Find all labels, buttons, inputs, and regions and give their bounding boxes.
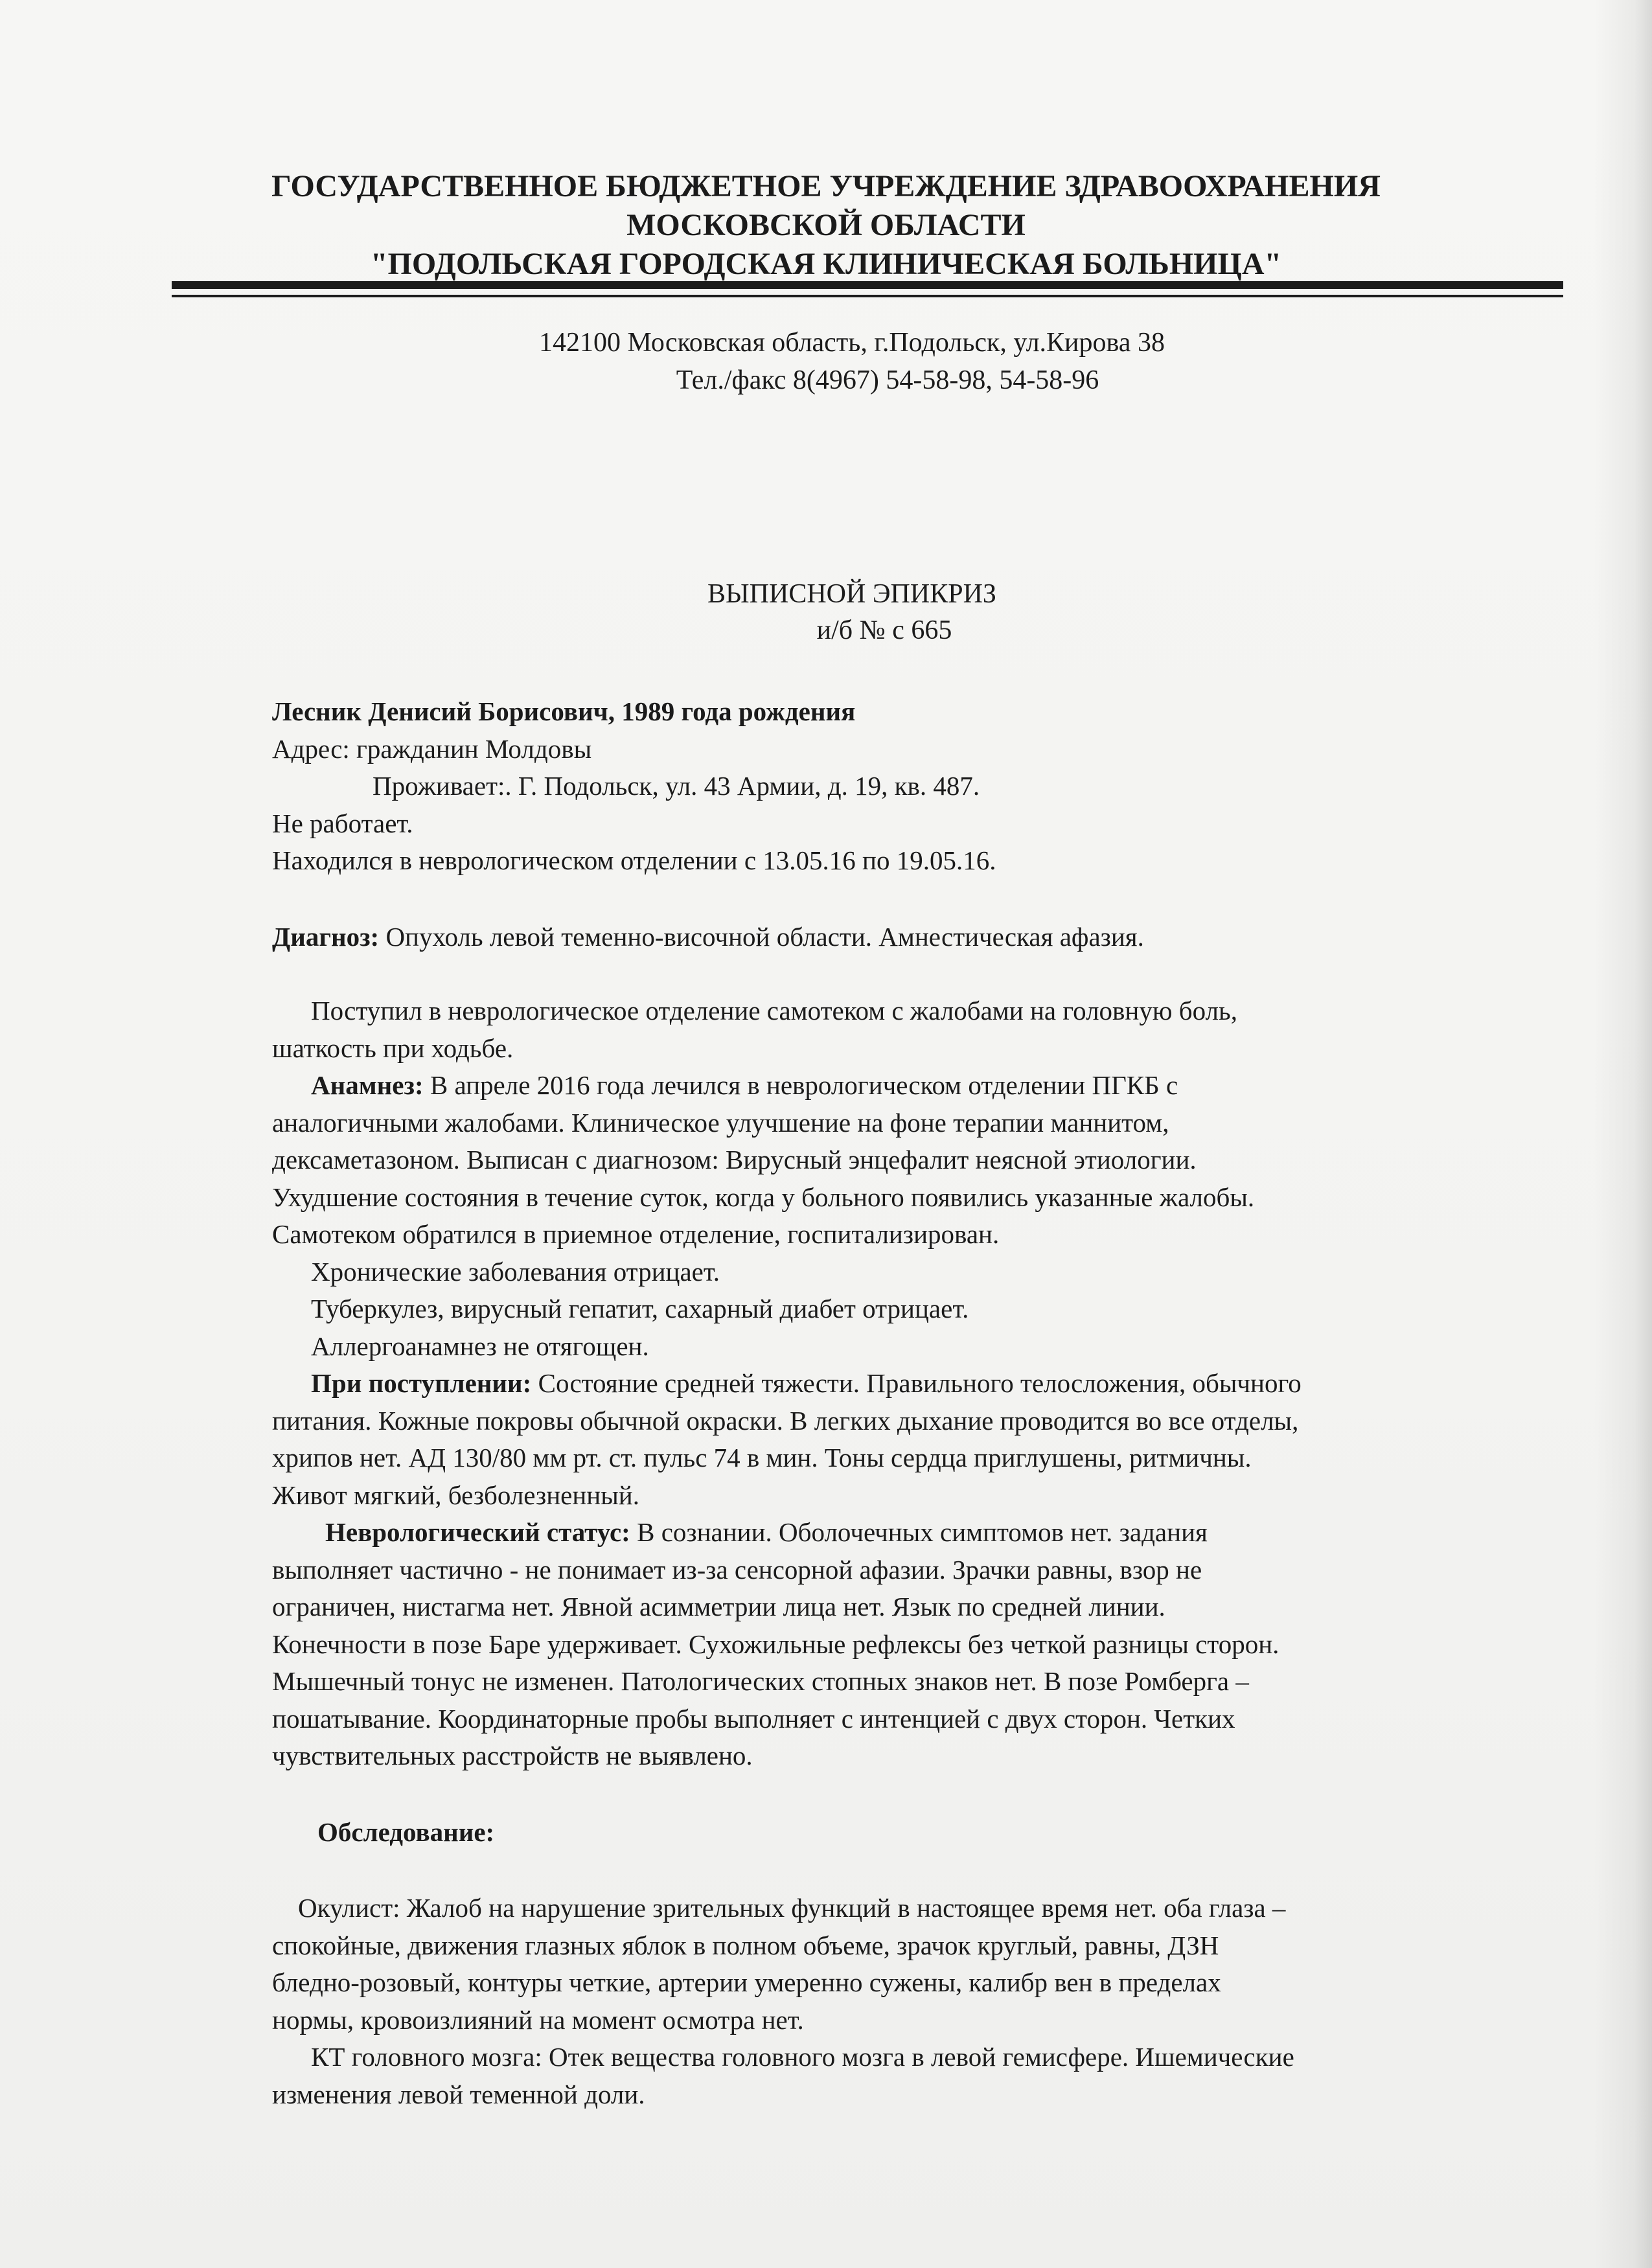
neuro-status-line-7: чувствительных расстройств не выявлено. (272, 1741, 753, 1770)
anamnesis-line-1 (272, 1067, 1542, 1105)
admission-status-line-3: хрипов нет. АД 130/80 мм рт. ст. пульс 74 в мин. Тоны сердца приглушены, ритмичны. (272, 1443, 1252, 1472)
document-body (272, 693, 1542, 2113)
anamnesis-line-2: аналогичными жалобами. Клиническое улучшение на фоне терапии маннитом, (272, 1107, 1169, 1138)
anamnesis-label: Анамнез: (311, 1070, 424, 1100)
diagnosis-label: Диагноз: (272, 921, 380, 952)
case-number: и/б № с 665 (816, 615, 952, 645)
admission-line-2: шаткость при ходьбе. (272, 1033, 514, 1063)
anamnesis-line-4: Ухудшение состояния в течение суток, когда у больного появились указанные жалобы. (272, 1182, 1255, 1212)
patient-residence: Проживает:. Г. Подольск, ул. 43 Армии, д. 19, кв. 487. (373, 771, 980, 801)
allergy-history: Аллергоанамнез не отягощен. (311, 1331, 649, 1361)
anamnesis-line-5: Самотеком обратился в приемное отделение, госпитализирован. (272, 1219, 1000, 1249)
neuro-status-line-1 (272, 1514, 1542, 1552)
institution-header (175, 167, 1477, 284)
diagnosis-text: Опухоль левой теменно-височной области. Амнестическая афазия. (379, 921, 1144, 952)
admission-status-line-1 (272, 1365, 1542, 1403)
header-line-2: МОСКОВСКОЙ ОБЛАСТИ (626, 208, 1026, 242)
admission-status-text: Состояние средней тяжести. Правильного телосложения, обычного (531, 1368, 1302, 1398)
admission-line-1: Поступил в неврологическое отделение самотеком с жалобами на головную боль, (311, 996, 1237, 1025)
phone-line: Тел./факс 8(4967) 54-58-98, 54-58-96 (676, 365, 1099, 395)
neuro-status-line-4: Конечности в позе Баре удерживает. Сухожильные рефлексы без четкой разницы сторон. (272, 1629, 1279, 1659)
patient-name: Лесник Денисий Борисович, 1989 года рождения (272, 696, 856, 726)
anamnesis-line-3: дексаметазоном. Выписан с диагнозом: Вирусный энцефалит неясной этиологии. (272, 1145, 1197, 1174)
neuro-status-label: Неврологический статус: (325, 1517, 630, 1547)
header-line-3: "ПОДОЛЬСКАЯ ГОРОДСКАЯ КЛИНИЧЕСКАЯ БОЛЬНИЦА" (370, 247, 1282, 281)
address-line: 142100 Московская область, г.Подольск, ул.Кирова 38 (539, 328, 1165, 358)
admission-status-line-4: Живот мягкий, безболезненный. (272, 1480, 639, 1510)
neuro-status-line-2: выполняет частично - не понимает из-за сенсорной афазии. Зрачки равны, взор не (272, 1554, 1202, 1585)
oculist-line-4: нормы, кровоизлияний на момент осмотра нет. (272, 2004, 804, 2035)
document-title: ВЫПИСНОЙ ЭПИКРИЗ (707, 579, 996, 609)
oculist-line-1: Окулист: Жалоб на нарушение зрительных функций в настоящее время нет. оба глаза – (298, 1893, 1286, 1923)
oculist-line-2: спокойные, движения глазных яблок в полном объеме, зрачок круглый, равны, ДЗН (272, 1930, 1219, 1960)
header-rule-thick (172, 281, 1563, 289)
diagnosis (272, 919, 1542, 956)
anamnesis-text: В апреле 2016 года лечился в неврологическом отделении ПГКБ с (423, 1070, 1178, 1100)
header-rule-thin (172, 295, 1563, 297)
neuro-status-line-3: ограничен, нистагма нет. Явной асимметрии лица нет. Язык по средней линии. (272, 1592, 1165, 1621)
neuro-status-line-5: Мышечный тонус не изменен. Патологических стопных знаков нет. В позе Ромберга – (272, 1666, 1249, 1696)
ct-line-1: КТ головного мозга: Отек вещества головного мозга в левой гемисфере. Ишемические (311, 2042, 1294, 2072)
header-line-1: ГОСУДАРСТВЕННОЕ БЮДЖЕТНОЕ УЧРЕЖДЕНИЕ ЗДРАВООХРАНЕНИЯ (271, 169, 1381, 203)
admission-status-label: При поступлении: (311, 1368, 532, 1398)
ct-line-2: изменения левой теменной доли. (272, 2079, 645, 2109)
admission-status-line-2: питания. Кожные покровы обычной окраски. В легких дыхание проводится во все отделы, (272, 1405, 1299, 1436)
patient-address: Адрес: гражданин Молдовы (272, 733, 592, 764)
examination-heading: Обследование: (317, 1816, 495, 1847)
oculist-line-3: бледно-розовый, контуры четкие, артерии умеренно сужены, калибр вен в пределах (272, 1967, 1221, 1997)
infections: Туберкулез, вирусный гепатит, сахарный диабет отрицает. (311, 1294, 969, 1323)
patient-employment: Не работает. (272, 808, 413, 838)
neuro-status-line-6: пошатывание. Координаторные пробы выполняет с интенцией с двух сторон. Четких (272, 1703, 1235, 1734)
neuro-status-text: В сознании. Оболочечных симптомов нет. задания (630, 1517, 1208, 1547)
patient-stay: Находился в неврологическом отделении с 13.05.16 по 19.05.16. (272, 845, 996, 875)
chronic-diseases: Хронические заболевания отрицает. (311, 1256, 720, 1287)
